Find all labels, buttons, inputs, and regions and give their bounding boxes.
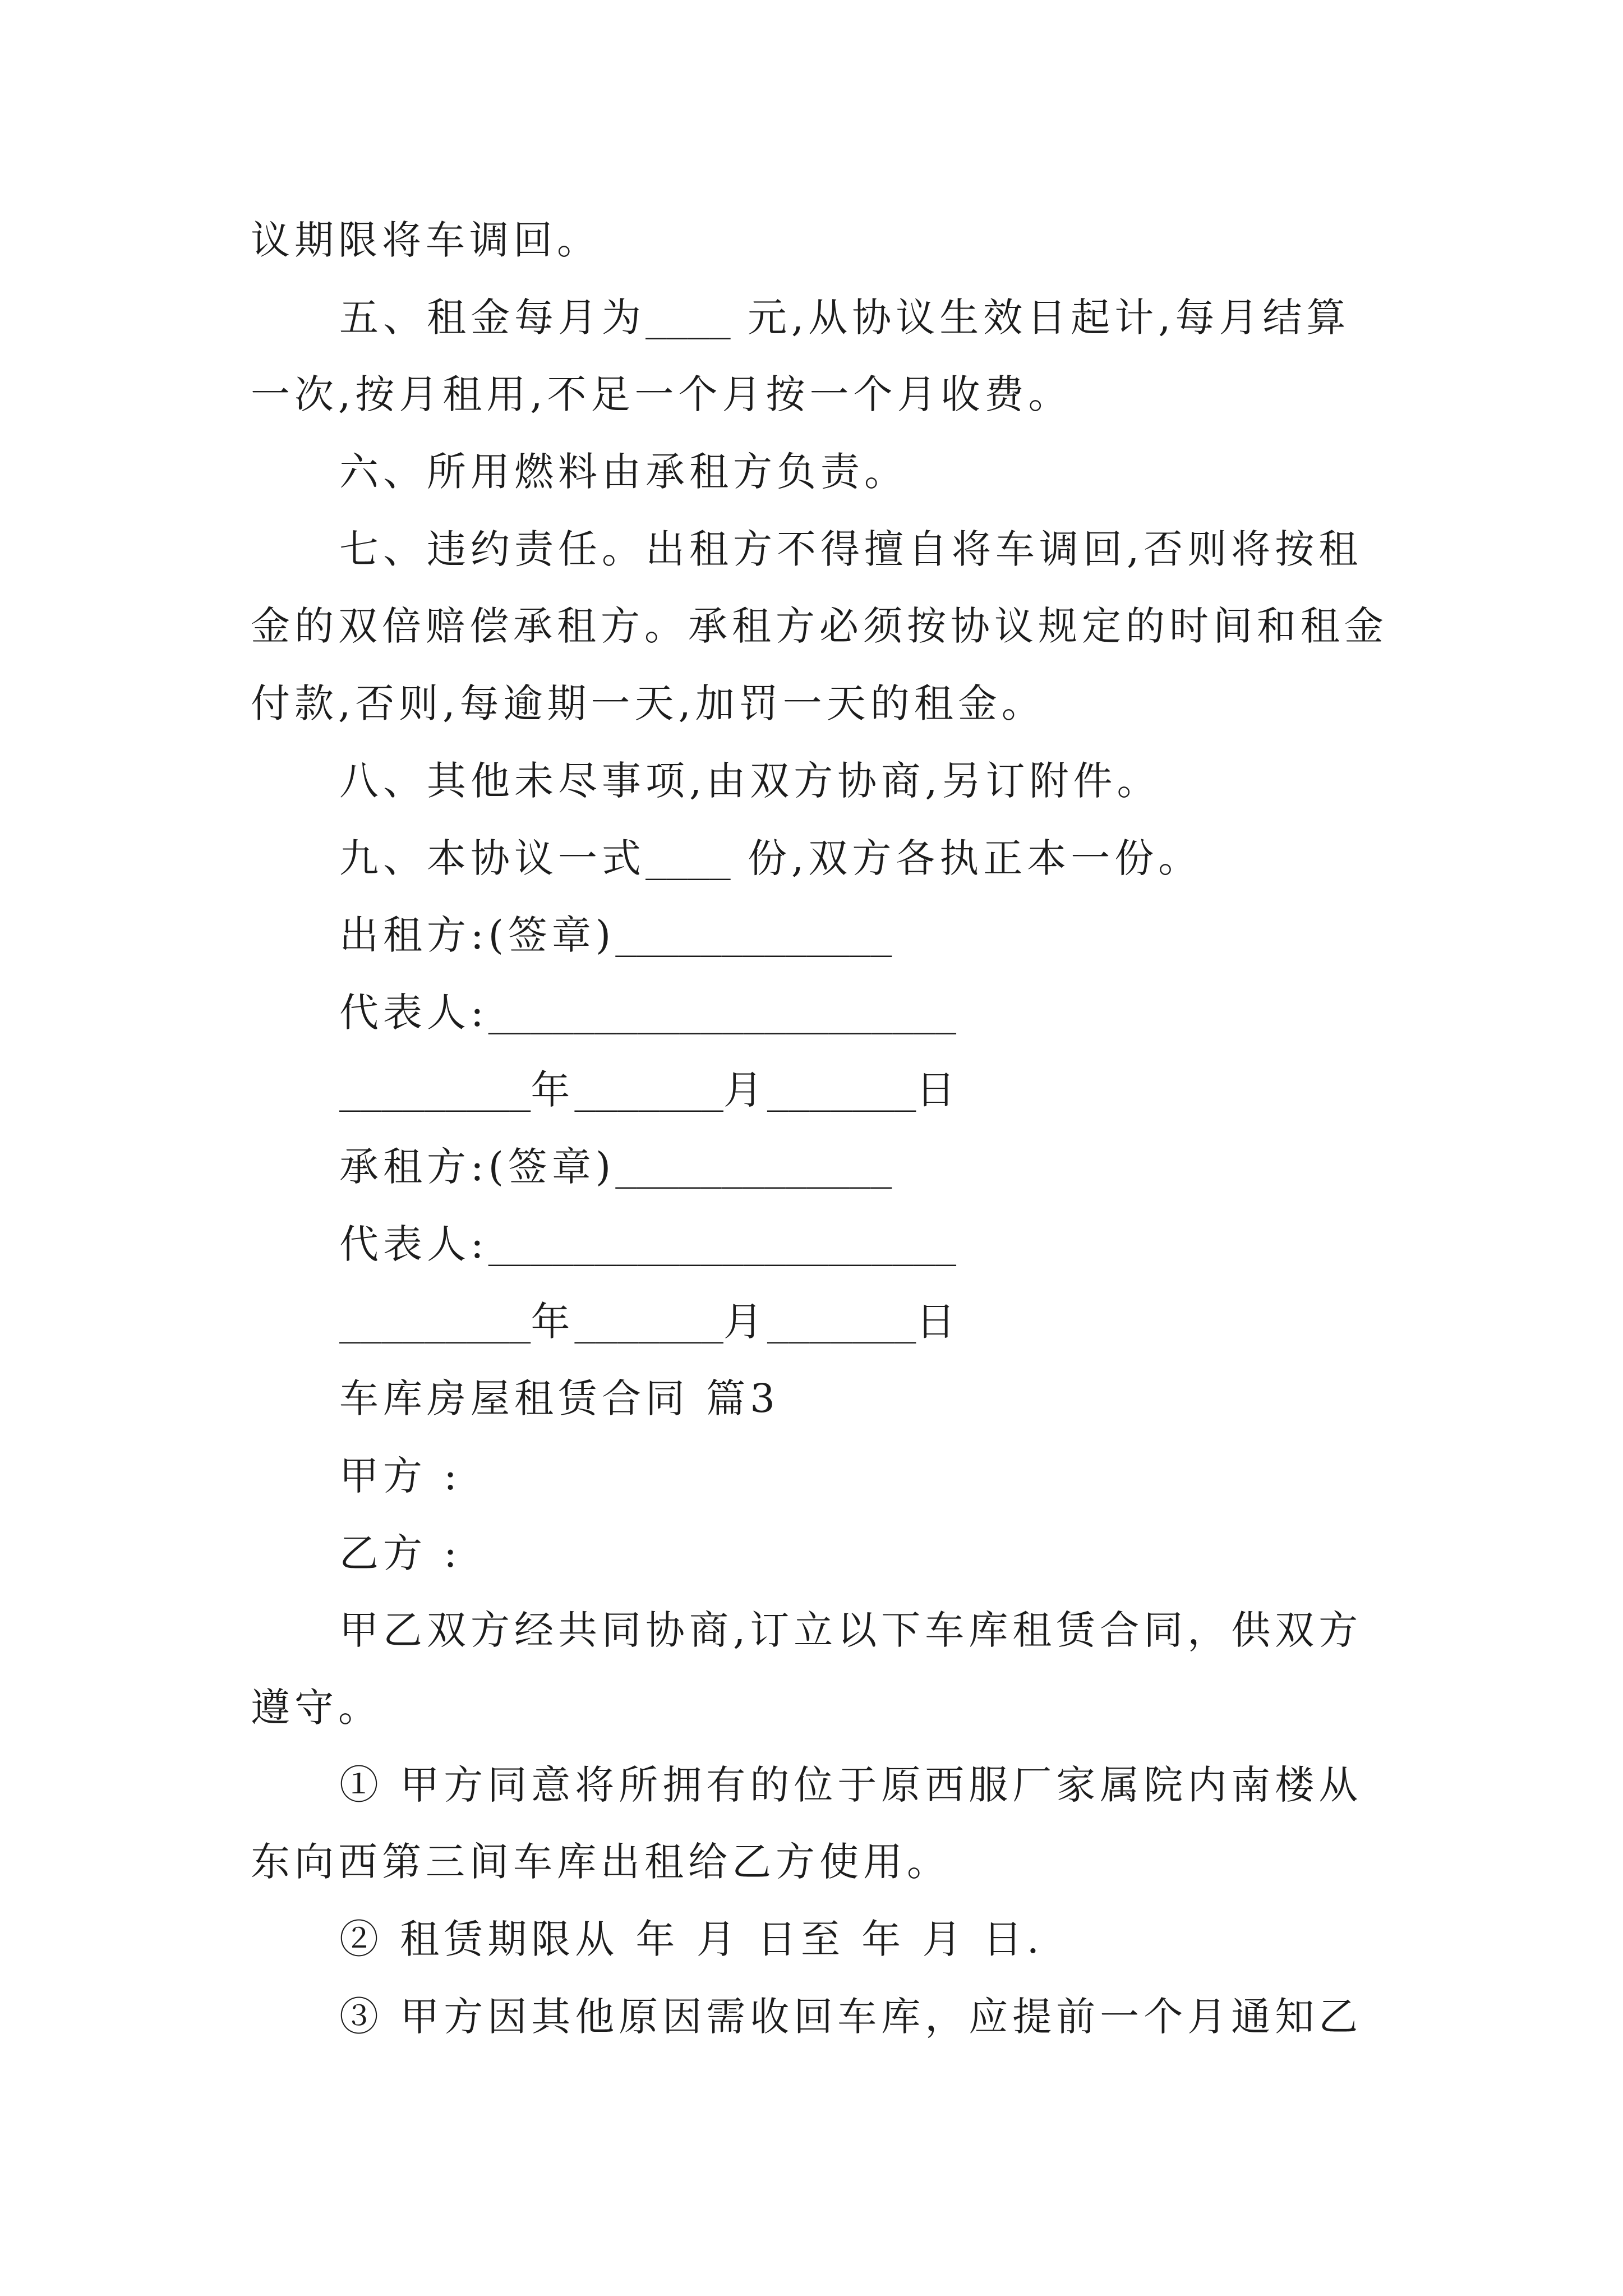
lessee-signature-line (251, 1129, 1428, 1206)
item-1-line-1: ① 甲方同意将所拥有的位于原西服厂家属院内南楼从 (339, 1761, 1363, 1808)
lessor-date-line (251, 1052, 1428, 1129)
clause-5-line-2: 一次,按月租用,不足一个月按一个月收费。 (251, 371, 1072, 418)
item-1-line-2: 东向西第三间车库出租给乙方使用。 (251, 1839, 951, 1885)
lessor-representative-line (251, 974, 1428, 1052)
intro-line-2: 遵守。 (251, 1685, 382, 1731)
clause-7-line-2: 金的双倍赔偿承租方。承租方必须按协议规定的时间和租金 (251, 603, 1388, 650)
clause-5-text-before: 五、租金每月为 (339, 294, 645, 341)
clause-8-line: 八、其他未尽事项,由双方协商,另订附件。 (339, 757, 1161, 804)
copies-count-blank: ____ (645, 839, 731, 880)
clause-7-line-1: 七、违约责任。出租方不得擅自将车调回,否则将按租 (339, 526, 1363, 572)
lessee-date-line (251, 1283, 1428, 1361)
lessor-signature-blank: _____________ (615, 916, 892, 958)
lessee-month-label: 月 (723, 1298, 767, 1345)
lessee-signature-blank: _____________ (615, 1148, 892, 1189)
lessee-representative-label: 代表人: (339, 1221, 488, 1267)
item-3-line: ③ 甲方因其他原因需收回车库，应提前一个月通知乙 (339, 1993, 1363, 2040)
lessee-day-blank: _______ (767, 1302, 916, 1343)
document-body (251, 202, 1428, 2056)
item-2-line: ② 租赁期限从 年 月 日至 年 月 日. (339, 1916, 1044, 1963)
clause-6-line: 六、所用燃料由承租方负责。 (339, 449, 908, 495)
clause-7-line-3: 付款,否则,每逾期一天,加罚一天的租金。 (251, 680, 1045, 727)
lessor-signature-line (251, 897, 1428, 974)
lessor-signature-label: 出租方:(签章) (339, 912, 616, 959)
lessee-year-label: 年 (531, 1298, 575, 1345)
lessor-month-blank: _______ (574, 1070, 723, 1112)
clause-9-text-before: 九、本协议一式 (339, 835, 645, 881)
lessee-representative-blank: ______________________ (488, 1225, 957, 1266)
clause-5-line-1 (251, 279, 1428, 357)
lessor-year-blank: _________ (339, 1070, 531, 1112)
lessor-representative-blank: ______________________ (488, 993, 957, 1034)
lessee-signature-label: 承租方:(签章) (339, 1144, 616, 1190)
lessor-day-label: 日 (916, 1066, 960, 1113)
clause-5-text-after: 元,从协议生效日起计,每月结算 (730, 294, 1350, 341)
lessor-year-label: 年 (531, 1066, 575, 1113)
clause-9-line (251, 820, 1428, 898)
party-a-line: 甲方 : (339, 1453, 462, 1499)
lessee-representative-line (251, 1206, 1428, 1283)
clause-4-tail-line: 议期限将车调回。 (251, 217, 601, 263)
clause-9-text-after: 份,双方各执正本一份。 (730, 835, 1202, 881)
intro-line-1: 甲乙双方经共同协商,订立以下车库租赁合同，供双方 (339, 1607, 1363, 1654)
lessee-year-blank: _________ (339, 1302, 531, 1343)
monthly-rent-blank: ____ (645, 298, 731, 339)
lessee-day-label: 日 (916, 1298, 960, 1345)
lessor-representative-label: 代表人: (339, 989, 488, 1036)
contract-3-heading: 车库房屋租赁合同 篇3 (339, 1375, 780, 1422)
lessor-month-label: 月 (723, 1066, 767, 1113)
lessor-day-blank: _______ (767, 1070, 916, 1112)
lessee-month-blank: _______ (574, 1302, 723, 1343)
party-b-line: 乙方 : (339, 1530, 462, 1576)
